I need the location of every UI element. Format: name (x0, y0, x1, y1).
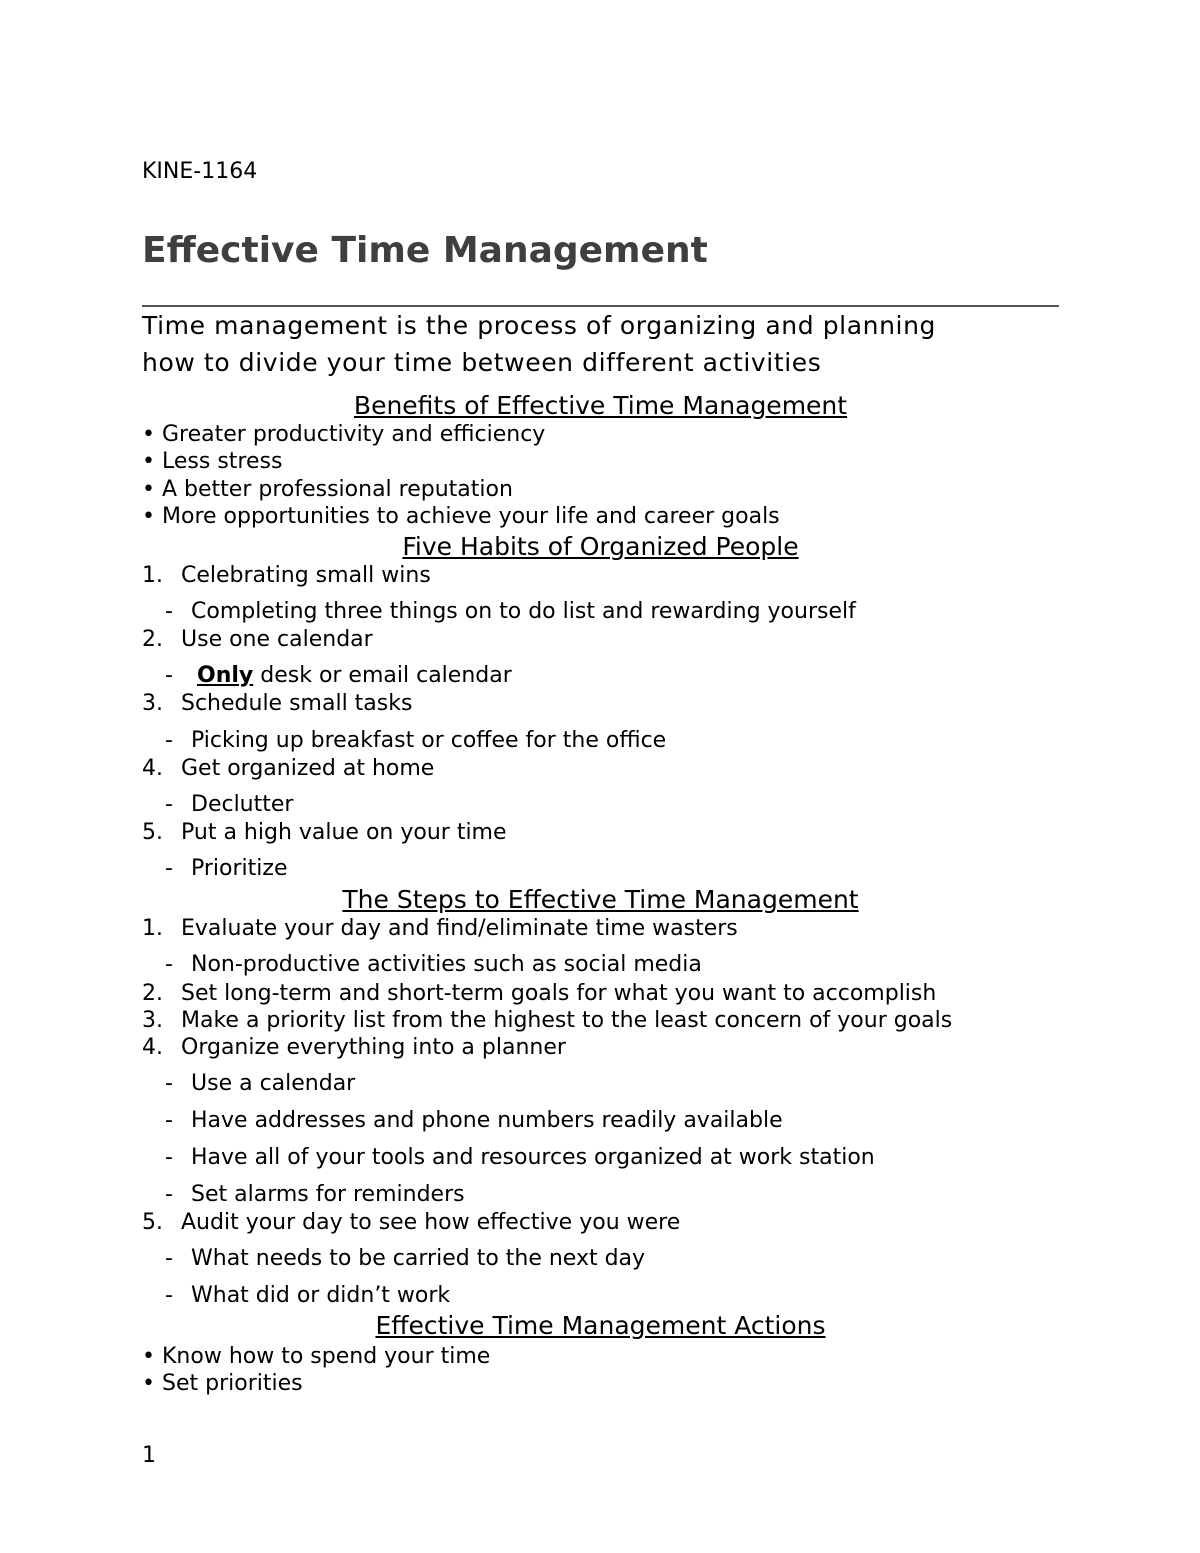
dash-icon: - (165, 1246, 173, 1271)
habit-subitem: - Completing three things on to do list and rewarding yourself (165, 599, 856, 624)
bullet-icon: • (142, 504, 155, 529)
step-subitem: - What did or didn’t work (165, 1283, 451, 1308)
habit-subitem: - Declutter (165, 792, 294, 817)
bullet-icon: • (142, 477, 155, 502)
action-item: • Know how to spend your time (142, 1344, 491, 1369)
page-number: 1 (142, 1443, 156, 1468)
action-item: • Set priorities (142, 1371, 303, 1396)
benefit-item: • A better professional reputation (142, 477, 513, 502)
dash-icon: - (165, 599, 173, 624)
habit-subitem: - Prioritize (165, 856, 288, 881)
habit-item: 5. Put a high value on your time (142, 820, 507, 845)
bullet-icon: • (142, 449, 155, 474)
benefit-item: • Greater productivity and efficiency (142, 422, 546, 447)
habits-heading: Five Habits of Organized People (402, 532, 799, 561)
step-item: 2. Set long-term and short-term goals for what you want to accomplish (142, 981, 937, 1006)
emphasis-only: Only (197, 663, 254, 688)
actions-heading: Effective Time Management Actions (375, 1311, 826, 1340)
step-item: 3. Make a priority list from the highest to the least concern of your goals (142, 1008, 953, 1033)
dash-icon: - (165, 1182, 173, 1207)
step-item: 1. Evaluate your day and find/eliminate time wasters (142, 916, 738, 941)
dash-icon: - (165, 1108, 173, 1133)
step-subitem: - Non-productive activities such as social media (165, 952, 702, 977)
dash-icon: - (165, 728, 173, 753)
habit-item: 3. Schedule small tasks (142, 691, 413, 716)
title-divider (142, 305, 1059, 307)
dash-icon: - (165, 856, 173, 881)
step-item: 4. Organize everything into a planner (142, 1035, 566, 1060)
step-subitem: - Have all of your tools and resources organized at work station (165, 1145, 875, 1170)
intro-line-2: how to divide your time between different activities (142, 348, 822, 377)
habit-item: 1. Celebrating small wins (142, 563, 431, 588)
dash-icon: - (165, 1071, 173, 1096)
dash-icon: - (165, 1283, 173, 1308)
habit-item: 2. Use one calendar (142, 627, 373, 652)
benefits-heading: Benefits of Effective Time Management (353, 391, 848, 420)
bullet-icon: • (142, 1371, 155, 1396)
habit-subitem: - Only desk or email calendar (165, 663, 512, 688)
habit-item: 4. Get organized at home (142, 756, 435, 781)
course-code: KINE-1164 (142, 159, 258, 184)
step-subitem: - Use a calendar (165, 1071, 356, 1096)
bullet-icon: • (142, 422, 155, 447)
dash-icon: - (165, 792, 173, 817)
habit-subitem: - Picking up breakfast or coffee for the office (165, 728, 667, 753)
dash-icon: - (165, 1145, 173, 1170)
steps-heading: The Steps to Effective Time Management (342, 885, 859, 914)
dash-icon: - (165, 952, 173, 977)
benefit-item: • Less stress (142, 449, 283, 474)
step-subitem: - Have addresses and phone numbers readily available (165, 1108, 783, 1133)
bullet-icon: • (142, 1344, 155, 1369)
document-title: Effective Time Management (142, 230, 708, 271)
dash-icon: - (165, 663, 173, 688)
intro-line-1: Time management is the process of organizing and planning (142, 311, 937, 340)
step-item: 5. Audit your day to see how effective you were (142, 1210, 681, 1235)
benefit-item: • More opportunities to achieve your life and career goals (142, 504, 780, 529)
step-subitem: - What needs to be carried to the next day (165, 1246, 646, 1271)
step-subitem: - Set alarms for reminders (165, 1182, 465, 1207)
